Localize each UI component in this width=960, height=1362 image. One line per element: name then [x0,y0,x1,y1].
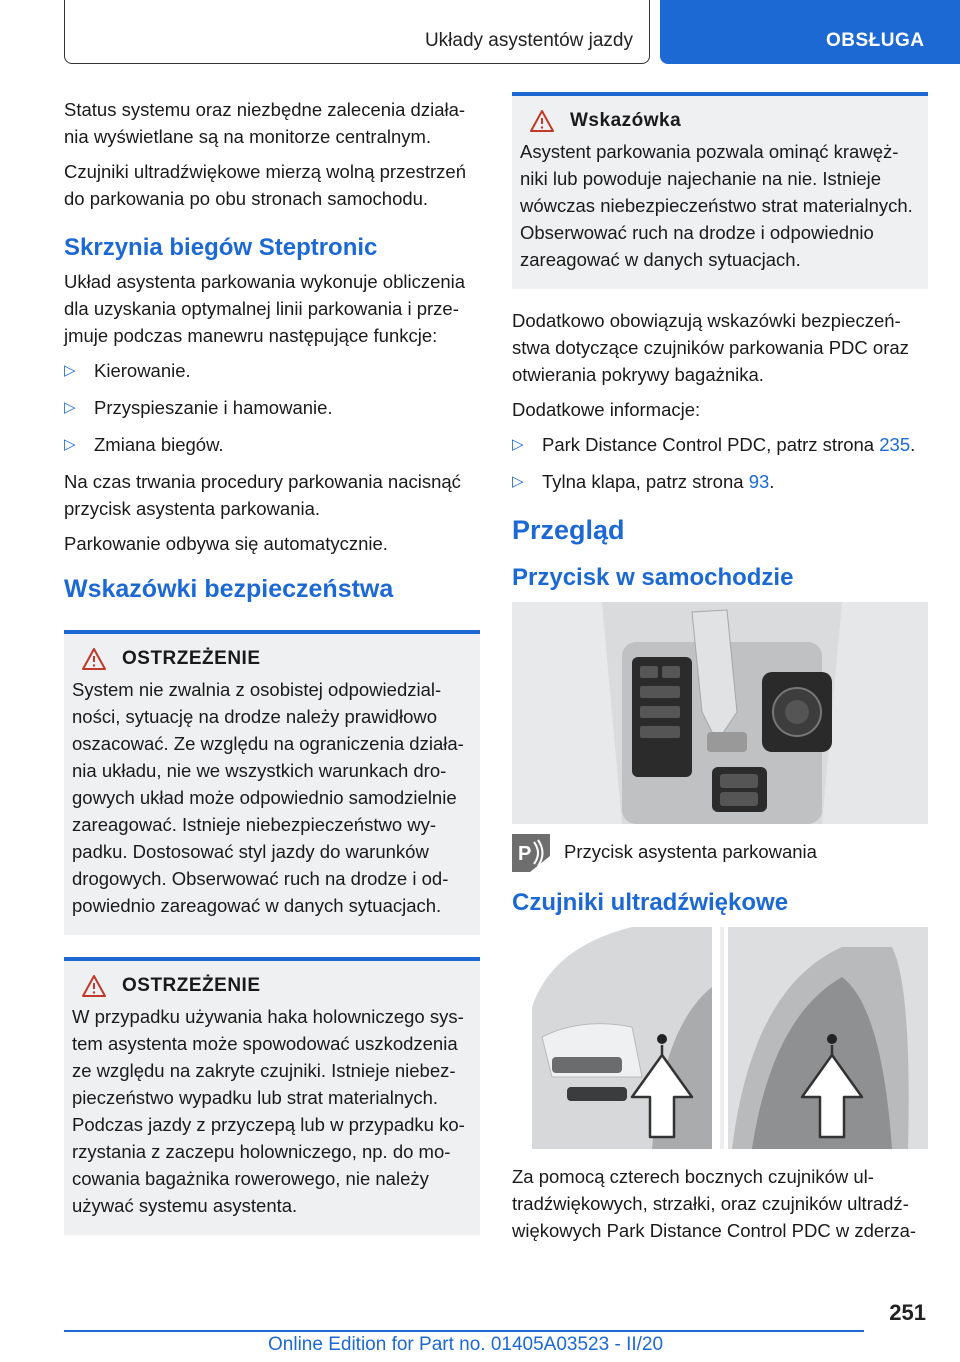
triangle-bullet-icon: ▷ [64,399,76,416]
svg-text:P: P [518,843,532,865]
paragraph: Parkowanie odbywa się automatycznie. [64,533,388,554]
warning-box [64,957,480,1235]
warning-title: OSTRZEŻENIE [122,975,261,996]
center-console-illustration [512,602,928,824]
list-item: ▷ Zmiana biegów. [64,431,480,458]
left-column [64,96,480,1257]
section-heading-steptronic: Skrzynia biegów Steptronic [64,234,378,261]
parking-assistant-button-icon [512,834,550,872]
paragraph: Za pomocą czterech bocznych czujników ultradźwiękowych, strzałki, oraz czujników ultradźwiękowych Park Distance Control PDC w zderza- [512,1166,917,1241]
center-console-photo [512,602,928,824]
paragraph: Status systemu oraz niezbędne zalecenia działania wyświetlane są na monitorze centralnym. [64,99,466,147]
header-title: Układy asystentów jazdy [424,30,633,51]
section-heading-safety: Wskazówki bezpieczeństwa [64,575,394,603]
triangle-bullet-icon: ▷ [64,436,76,453]
list-item: ▷ Kierowanie. [64,357,480,384]
paragraph: Układ asystenta parkowania wykonuje obliczenia dla uzyskania optymalnej linii parkowania i przejmuje podczas manewru następujące funkcje: [64,271,466,346]
warning-text: System nie zwalnia z osobistej odpowiedzialności, sytuację na drodze należy prawidłowo oszacować. Ze względu na ograniczenia działania układu, nie we wszystkich warunkach drogowych układ może odpowiednio samodzielnie zareagować. Istnieje niebezpieczeństwo wypadku. Dostosować styl jazdy do warunków drogowych. Obserwować ruch na drodze i odpowiednio zareagować w danych sytuacjach. [72,679,464,916]
note-box [512,92,928,289]
footer-divider [64,1330,864,1332]
photo-caption [512,834,928,873]
list-item: ▷ Tylna klapa, patrz strona 93. [512,468,928,495]
function-list [64,357,480,458]
paragraph: Na czas trwania procedury parkowania nacisnąć przycisk asystenta parkowania. [64,471,461,519]
section-tab-label: OBSŁUGA [826,30,925,51]
subsection-heading-sensors: Czujniki ultradźwiękowe [512,889,789,916]
warning-text: W przypadku używania haka holowniczego system asystenta może spowodować uszkodzenia ze względu na zakryte czujniki. Istnieje niebezpieczeństwo wypadku lub strat materialnych. Podczas jazdy z przyczepą lub w przypadku korzystania z zaczepu holowniczego, np. do mocowania bagażnika rowerowego, nie należy używać systemu asystenta. [72,1006,465,1216]
warning-header [72,975,468,997]
page-header [0,0,960,66]
subsection-heading-button: Przycisk w samochodzie [512,564,794,591]
warning-triangle-icon [530,110,554,132]
page-number: 251 [889,1300,926,1325]
warning-box [64,630,480,935]
warning-triangle-icon [82,975,106,997]
page-link[interactable]: 93 [748,471,770,492]
paragraph: Dodatkowe informacje: [512,399,701,420]
ultrasonic-sensors-photo [512,927,928,1149]
warning-title: OSTRZEŻENIE [122,648,261,669]
paragraph: Dodatkowo obowiązują wskazówki bezpieczeństwa dotyczące czujników parkowania PDC oraz otwierania pokrywy bagażnika. [512,310,909,385]
section-tab [660,0,960,64]
right-column [512,92,928,1252]
list-item: ▷ Park Distance Control PDC, patrz strona 235. [512,431,928,458]
sensors-illustration [512,927,928,1149]
reference-list [512,431,928,495]
note-header [520,110,916,132]
list-item: ▷ Przyspieszanie i hamowanie. [64,394,480,421]
triangle-bullet-icon: ▷ [512,436,524,453]
warning-triangle-icon [82,648,106,670]
warning-header [72,648,468,670]
note-text: Asystent parkowania pozwala ominąć krawężniki lub powoduje najechanie na nie. Istnieje wówczas niebezpieczeństwo strat materialnych. Obserwować ruch na drodze i odpowiednio zareagować w danych sytuacjach. [520,141,913,270]
header-title-box [64,0,650,64]
note-title: Wskazówka [570,110,682,131]
section-heading-overview: Przegląd [512,515,625,545]
triangle-bullet-icon: ▷ [512,473,524,490]
page-link[interactable]: 235 [879,434,911,455]
paragraph: Czujniki ultradźwiękowe mierzą wolną przestrzeń do parkowania po obu stronach samochodu. [64,161,467,209]
triangle-bullet-icon: ▷ [64,362,76,379]
caption-text: Przycisk asystenta parkowania [564,841,817,862]
footer-edition-text: Online Edition for Part no. 01405A03523 - II/20 [268,1334,664,1355]
